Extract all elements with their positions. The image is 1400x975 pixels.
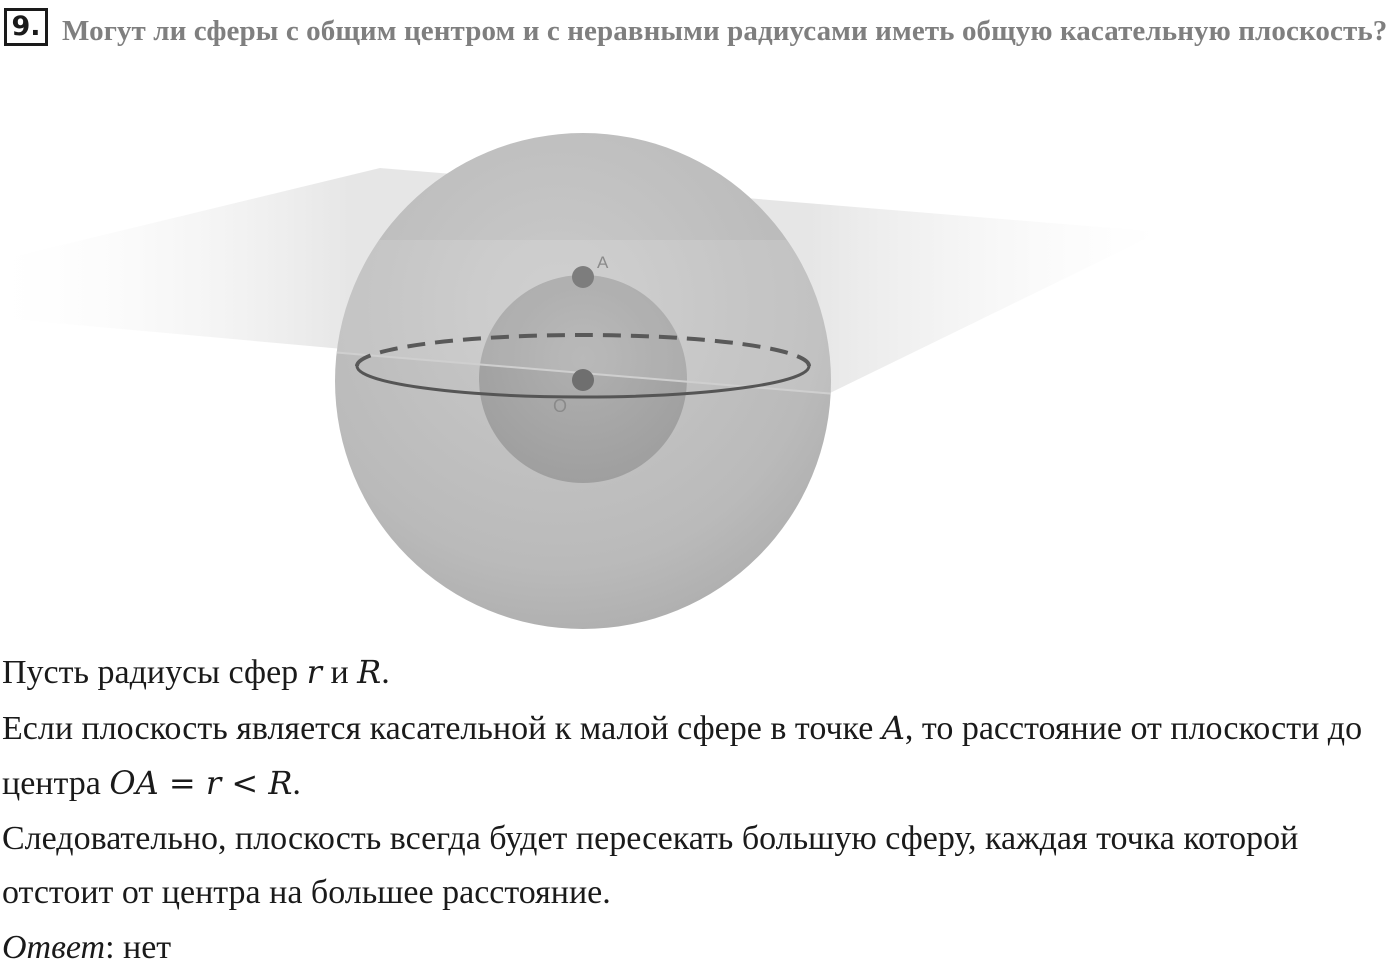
point-o (572, 369, 594, 391)
period: . (292, 765, 301, 802)
point-a (572, 266, 594, 288)
solution-line-conclusion: Следовательно, плоскость всегда будет пересекать большую сферу, каждая точка которой отстоит от центра на большее расстояние. (2, 812, 1398, 921)
answer-value: нет (115, 929, 172, 966)
point-a-label: A (597, 253, 609, 272)
answer-label: Ответ (2, 929, 105, 966)
radii-text: Пусть радиусы сфер (2, 654, 307, 691)
sphere-figure (0, 100, 1400, 640)
point-o-label: O (553, 396, 567, 416)
problem-number: 9. (4, 8, 48, 46)
problem-question: Могут ли сферы с общим центром и с неравными радиусами иметь общую касательную плоскость? (0, 6, 1400, 56)
distance-text: , то расстояние от плоскости до центра (2, 710, 1362, 803)
tangent-text: Если плоскость является касательной к малой сфере в точке (2, 710, 882, 747)
solution-line-tangent (2, 701, 1398, 812)
var-r: r (307, 653, 322, 691)
var-a: A (882, 709, 905, 747)
solution-text (2, 645, 1398, 975)
var-big-r: R (357, 653, 381, 691)
answer-colon: : (105, 929, 114, 966)
period: . (381, 654, 390, 691)
solution-line-radii (2, 645, 1398, 701)
sphere-figure-svg (0, 100, 1400, 640)
answer-line (2, 921, 1398, 975)
formula-oa: OA = r < R (109, 764, 292, 802)
and-text: и (322, 654, 357, 691)
